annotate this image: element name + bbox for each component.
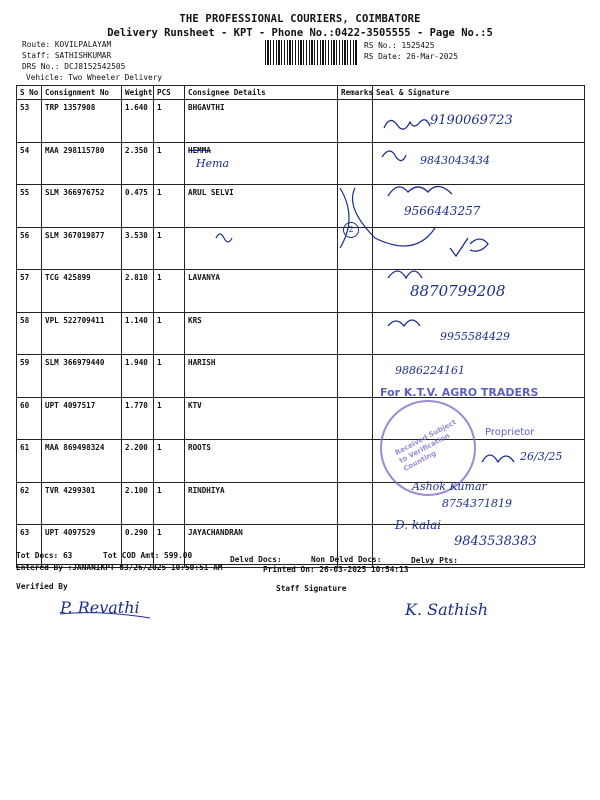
table-row xyxy=(17,227,585,270)
cell-consignee: HARISH xyxy=(185,355,338,398)
barcode-image xyxy=(265,40,357,65)
signature-55-phone: 9566443257 xyxy=(404,204,481,218)
non-delivered-docs: Non Delvd Docs: xyxy=(311,555,382,564)
signature-62-phone: 8754371819 xyxy=(442,497,512,510)
cell-consignee: BHGAVTHI xyxy=(185,100,338,143)
cell-weight: 2.200 xyxy=(122,440,154,483)
cell-pcs: 1 xyxy=(154,312,185,355)
signature-57-phone: 8870799208 xyxy=(410,282,506,300)
runsheet-subtitle: Delivery Runsheet - KPT - Phone No.:0422-3505555 - Page No.:5 xyxy=(107,27,493,39)
verified-signature: P. Revathi xyxy=(60,598,140,617)
cell-consignment: VPL 522709411 xyxy=(42,312,122,355)
cell-weight: 2.810 xyxy=(122,270,154,313)
cell-weight: 0.290 xyxy=(122,525,154,568)
rs-number: RS No.: 1525425 xyxy=(364,41,435,50)
cell-pcs: 1 xyxy=(154,142,185,185)
verified-by-label: Verified By xyxy=(16,582,68,591)
col-weight: Weight xyxy=(122,86,154,100)
cell-sno: 58 xyxy=(17,312,42,355)
cell-sno: 55 xyxy=(17,185,42,228)
cell-sno: 59 xyxy=(17,355,42,398)
cell-pcs: 1 xyxy=(154,100,185,143)
col-consignment: Consignment No xyxy=(42,86,122,100)
signature-54-phone: 9843043434 xyxy=(420,154,490,167)
table-header-row xyxy=(17,86,585,100)
cell-consignment: SLM 367019877 xyxy=(42,227,122,270)
cell-consignment: TVR 4299301 xyxy=(42,482,122,525)
cell-signature xyxy=(373,227,585,270)
cell-consignment: SLM 366979440 xyxy=(42,355,122,398)
cell-sno: 62 xyxy=(17,482,42,525)
cell-weight: 1.940 xyxy=(122,355,154,398)
table-row xyxy=(17,142,585,185)
cell-sno: 61 xyxy=(17,440,42,483)
cell-sno: 54 xyxy=(17,142,42,185)
signature-62-name: Ashok Kumar xyxy=(412,480,487,493)
cell-remarks xyxy=(338,142,373,185)
company-title: THE PROFESSIONAL COURIERS, COIMBATORE xyxy=(179,13,421,25)
cell-sno: 60 xyxy=(17,397,42,440)
cell-consignee: LAVANYA xyxy=(185,270,338,313)
cell-remarks xyxy=(338,185,373,228)
total-docs: Tot Docs: 63 xyxy=(16,551,73,560)
cell-consignment: MAA 298115780 xyxy=(42,142,122,185)
consignee-struck-name: HEMMA xyxy=(188,145,211,155)
cell-consignee: ROOTS xyxy=(185,440,338,483)
handwritten-hema: Hema xyxy=(196,157,230,170)
cell-sno: 56 xyxy=(17,227,42,270)
rs-date: RS Date: 26-Mar-2025 xyxy=(364,52,458,61)
entered-by: Entered By :JANANIKPT 03/26/2025 10:50:51 AM xyxy=(16,563,223,572)
cell-weight: 1.640 xyxy=(122,100,154,143)
cell-pcs: 1 xyxy=(154,397,185,440)
col-remarks: Remarks xyxy=(338,86,373,100)
remark-circled-number: 2 xyxy=(343,222,359,238)
cell-weight: 0.475 xyxy=(122,185,154,228)
cell-remarks xyxy=(338,355,373,398)
signature-61-date: 26/3/25 xyxy=(520,450,563,463)
col-sno: S No xyxy=(17,86,42,100)
cell-pcs: 1 xyxy=(154,270,185,313)
stamp-round-text: Received Subject to Verification Counting xyxy=(393,418,458,473)
agro-traders-stamp-title: For K.T.V. AGRO TRADERS xyxy=(380,386,539,399)
cell-weight: 2.350 xyxy=(122,142,154,185)
cell-consignee xyxy=(185,227,338,270)
cell-weight: 1.140 xyxy=(122,312,154,355)
signature-63-phone: 9843538383 xyxy=(454,534,537,549)
delivery-points: Delvy Pts: xyxy=(411,556,458,565)
signature-58-phone: 9955584429 xyxy=(440,330,510,343)
signature-63-name: D. kalai xyxy=(395,518,442,532)
cell-pcs: 1 xyxy=(154,482,185,525)
cell-sno: 53 xyxy=(17,100,42,143)
cell-sno: 57 xyxy=(17,270,42,313)
cell-remarks xyxy=(338,312,373,355)
col-consignee: Consignee Details xyxy=(185,86,338,100)
cell-remarks xyxy=(338,100,373,143)
cell-pcs: 1 xyxy=(154,355,185,398)
cell-remarks xyxy=(338,482,373,525)
cell-consignment: MAA 869498324 xyxy=(42,440,122,483)
cell-pcs: 1 xyxy=(154,525,185,568)
staff-signature-label: Staff Signature xyxy=(276,584,347,593)
col-pcs: PCS xyxy=(154,86,185,100)
cell-remarks xyxy=(338,397,373,440)
table-row xyxy=(17,440,585,483)
cell-consignment: TCG 425899 xyxy=(42,270,122,313)
cell-weight: 2.100 xyxy=(122,482,154,525)
route-label: Route: KOVILPALAYAM xyxy=(22,40,112,49)
cell-pcs: 1 xyxy=(154,440,185,483)
signature-59-phone: 9886224161 xyxy=(395,364,465,377)
staff-label: Staff: SATHISHKUMAR xyxy=(22,51,112,60)
vehicle-label: Vehicle: Two Wheeler Delivery xyxy=(26,73,163,82)
cell-weight: 1.770 xyxy=(122,397,154,440)
table-row xyxy=(17,185,585,228)
total-cod-amount: Tot COD Amt: 599.00 xyxy=(103,551,193,560)
delivered-docs: Delvd Docs: xyxy=(230,555,282,564)
cell-sno: 63 xyxy=(17,525,42,568)
cell-consignee: KTV xyxy=(185,397,338,440)
cell-consignee: JAYACHANDRAN xyxy=(185,525,338,568)
staff-signature: K. Sathish xyxy=(405,600,488,619)
cell-consignment: UPT 4097517 xyxy=(42,397,122,440)
cell-consignee: KRS xyxy=(185,312,338,355)
cell-weight: 3.530 xyxy=(122,227,154,270)
cell-consignment: SLM 366976752 xyxy=(42,185,122,228)
cell-consignment: UPT 4097529 xyxy=(42,525,122,568)
printed-on: Printed On: 26-03-2025 10:54:13 xyxy=(263,565,409,574)
cell-pcs: 1 xyxy=(154,185,185,228)
drs-number: DRS No.: DCJ8152542505 xyxy=(22,62,126,71)
cell-remarks xyxy=(338,270,373,313)
signature-53-phone: 9190069723 xyxy=(430,113,513,128)
cell-consignment: TRP 1357908 xyxy=(42,100,122,143)
cell-pcs: 1 xyxy=(154,227,185,270)
cell-consignee: RINDHIYA xyxy=(185,482,338,525)
runsheet-table xyxy=(16,85,585,568)
col-signature: Seal & Signature xyxy=(373,86,585,100)
proprietor-label: Proprietor xyxy=(485,427,535,438)
cell-remarks xyxy=(338,440,373,483)
cell-consignee: ARUL SELVI xyxy=(185,185,338,228)
